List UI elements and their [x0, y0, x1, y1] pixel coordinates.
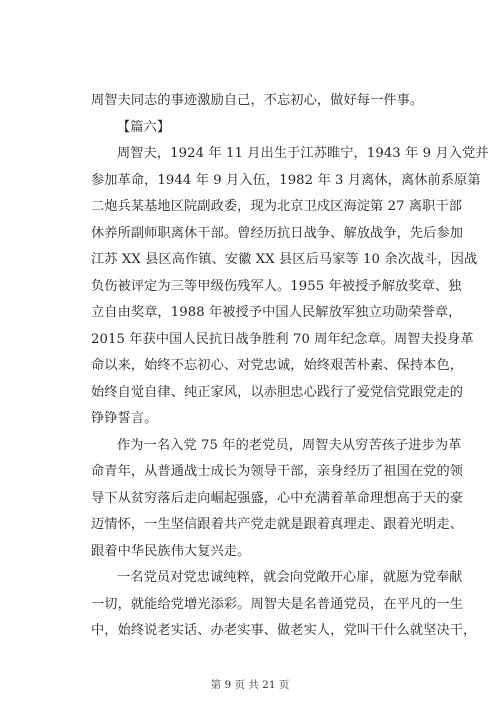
text-line: 命青年，从普通战士成长为领导干部，亲身经历了祖国在党的领: [91, 464, 464, 479]
section-heading-text: 【篇六】: [117, 119, 171, 135]
text-line: 命以来，始终不忘初心、对党忠诚，始终艰苦朴素、保持本色，: [91, 358, 464, 373]
text-line: 立自由奖章，1988 年被授予中国人民解放军独立功勋荣誉章，: [91, 305, 462, 320]
text-line: 负伤被评定为三等甲级伤残军人。1955 年被授予解放奖章、独: [91, 278, 462, 294]
section-heading: [91, 115, 415, 142]
page-footer: 第 9 页 共 21 页: [210, 679, 290, 691]
text-line: 2015 年获中国人民抗日战争胜利 70 周年纪念章。周智夫投身革: [91, 331, 474, 347]
text-line: 一切，就能给党增光添彩。周智夫是名普通党员，在平凡的一生: [91, 596, 464, 612]
text-line: 作为一名入党 75 年的老党员，周智夫从穷苦孩子进步为革: [117, 437, 462, 453]
paragraph: [91, 141, 489, 433]
text-line: 迈情怀，一生坚信跟着共产党走就是跟着真理走、跟着光明走、: [91, 517, 464, 532]
text-line: 一名党员对党忠诚纯粹，就会向党敞开心扉，就愿为党奉献: [117, 570, 463, 585]
text-line: 周智夫，1924 年 11 月出生于江苏睢宁，1943 年 9 月入党并: [117, 146, 489, 161]
text-line: 参加革命，1944 年 9 月入伍，1982 年 3 月离休，离休前系原第: [91, 172, 481, 188]
text-line: 中，始终说老实话、办老实事、做老实人，党叫干什么就坚决干，: [91, 623, 477, 638]
text-line: 跟着中华民族伟大复兴走。: [91, 543, 251, 559]
text-line: 江苏 XX 县区高作镇、安徽 XX 县区后马家等 10 余次战斗，因战: [91, 252, 478, 267]
text-line: 休养所副师职离休干部。曾经历抗日战争、解放战争，先后参加: [91, 225, 464, 241]
document-body: [91, 88, 489, 645]
paragraph: [91, 88, 424, 115]
text-line: 导下从贫穷落后走向崛起强盛，心中充满着革命理想高于天的豪: [91, 490, 464, 506]
paragraph: [91, 433, 464, 566]
text-line: 二炮兵某基地区院副政委，现为北京卫戍区海淀第 27 离职干部: [91, 199, 463, 214]
paragraph: [91, 565, 477, 645]
text-line: 铮铮誓言。: [91, 411, 158, 426]
text-line: 始终自觉自律、纯正家风，以赤胆忠心践行了爱党信党跟党走的: [91, 384, 464, 400]
text-line: 周智夫同志的事迹激励自己，不忘初心，做好每一件事。: [91, 93, 424, 108]
